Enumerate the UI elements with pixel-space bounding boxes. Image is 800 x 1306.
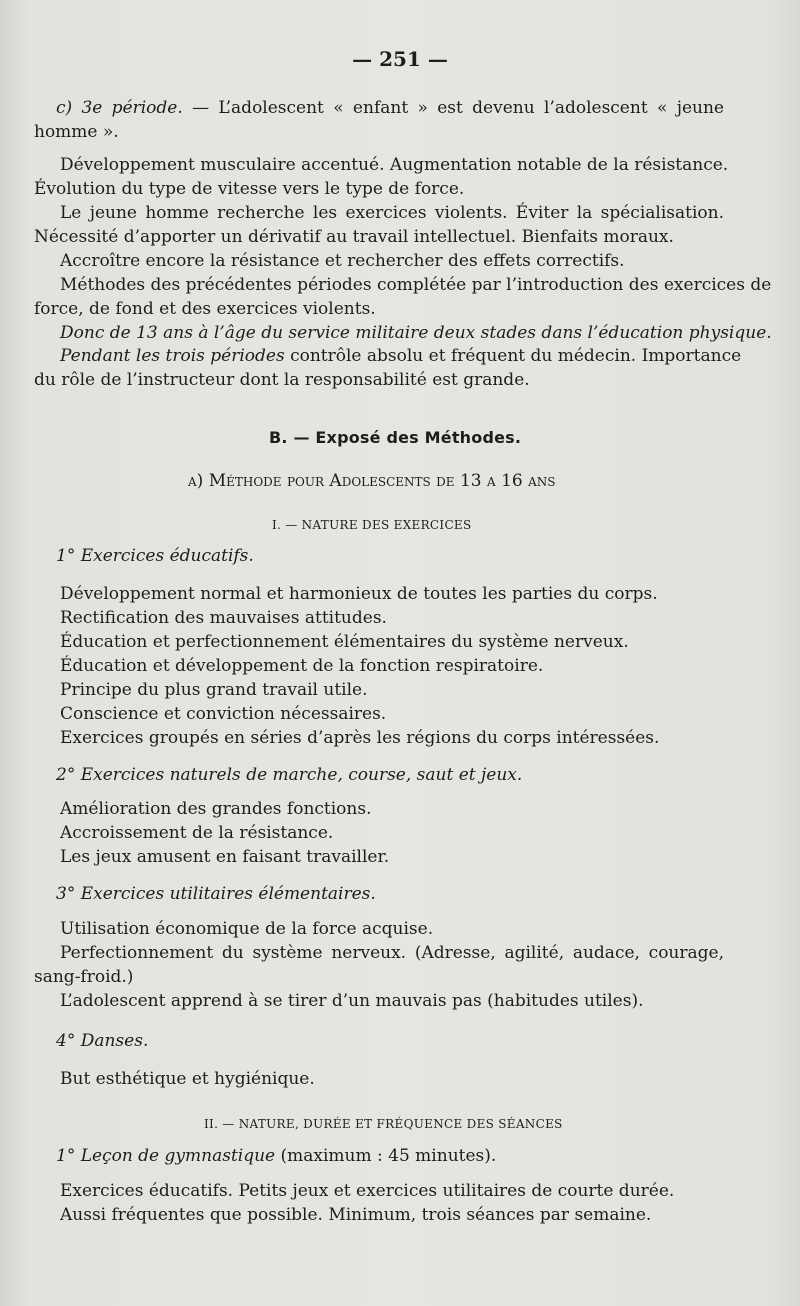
list-item: Éducation et perfectionnement élémentaires du système nerveux.	[60, 632, 629, 652]
list-item: Principe du plus grand travail utile.	[60, 680, 368, 700]
list-item: Les jeux amusent en faisant travailler.	[60, 847, 390, 867]
list-item: Conscience et conviction nécessaires.	[60, 704, 387, 724]
list-item: Exercices groupés en séries d’après les régions du corps intéressées.	[60, 728, 660, 748]
periode3-p6a-italic: Pendant les trois périodes	[60, 346, 285, 366]
part1-items3c: L’adolescent apprend à se tirer d’un mauvais pas (habitudes utiles).	[60, 991, 644, 1011]
periode3-p5: Donc de 13 ans à l’âge du service militaire deux stades dans l’éducation physique.	[60, 323, 772, 343]
part2-h1	[56, 1145, 496, 1167]
periode3-p2b: Nécessité d’apporter un dérivatif au travail intellectuel. Bienfaits moraux.	[34, 227, 674, 247]
periode3-label: c) 3e période.	[56, 98, 183, 118]
part1-items4: But esthétique et hygiénique.	[60, 1069, 315, 1089]
periode3-p6a	[60, 345, 742, 367]
methode-a-heading: a) Méthode pour Adolescents de 13 a 16 ans	[188, 471, 556, 491]
part1-h3: 3° Exercices utilitaires élémentaires.	[56, 884, 376, 904]
periode3-p1b: Évolution du type de vitesse vers le type de force.	[34, 179, 465, 199]
part1-title: I. — NATURE DES EXERCICES	[272, 518, 472, 532]
list-item: Rectification des mauvaises attitudes.	[60, 608, 387, 628]
part1-h2: 2° Exercices naturels de marche, course, saut et jeux.	[56, 765, 523, 785]
periode3-text1: — L’adolescent « enfant » est devenu l’adolescent « jeune	[192, 98, 724, 118]
periode3-p4a: Méthodes des précédentes périodes complétée par l’introduction des exercices de	[60, 275, 772, 295]
part2-h1-italic: 1° Leçon de gymnastique	[56, 1146, 276, 1166]
periode3-p1a: Développement musculaire accentué. Augmentation notable de la résistance.	[60, 155, 729, 175]
list-item: Amélioration des grandes fonctions.	[60, 799, 372, 819]
part2-title: II. — NATURE, DURÉE ET FRÉQUENCE DES SÉANCES	[204, 1117, 563, 1131]
part1-items3a: Utilisation économique de la force acquise.	[60, 919, 434, 939]
section-b-heading: B. — Exposé des Méthodes.	[269, 428, 522, 447]
part2-h1-rest: (maximum : 45 minutes).	[275, 1146, 497, 1166]
periode3-p4b: force, de fond et des exercices violents.	[34, 299, 376, 319]
page-number: — 251 —	[352, 47, 448, 71]
periode3-p6b: du rôle de l’instructeur dont la responsabilité est grande.	[34, 370, 530, 390]
part1-h1: 1° Exercices éducatifs.	[56, 546, 254, 566]
periode3-line2: homme ».	[34, 122, 119, 142]
list-item: Accroissement de la résistance.	[60, 823, 334, 843]
part1-h4: 4° Danses.	[56, 1031, 149, 1051]
periode3-p6a-rest: contrôle absolu et fréquent du médecin. Importance	[284, 346, 742, 366]
list-item: Développement normal et harmonieux de toutes les parties du corps.	[60, 584, 658, 604]
periode3-line1	[56, 97, 724, 119]
periode3-p2a: Le jeune homme recherche les exercices violents. Éviter la spécialisation.	[60, 203, 724, 223]
list-item: Éducation et développement de la fonction respiratoire.	[60, 656, 544, 676]
part1-items3b2: sang-froid.)	[34, 967, 134, 987]
part2-l2: Aussi fréquentes que possible. Minimum, trois séances par semaine.	[60, 1205, 652, 1225]
periode3-p3: Accroître encore la résistance et rechercher des effets correctifs.	[60, 251, 625, 271]
part1-items3b1: Perfectionnement du système nerveux. (Adresse, agilité, audace, courage,	[60, 943, 724, 963]
part2-l1: Exercices éducatifs. Petits jeux et exercices utilitaires de courte durée.	[60, 1181, 675, 1201]
